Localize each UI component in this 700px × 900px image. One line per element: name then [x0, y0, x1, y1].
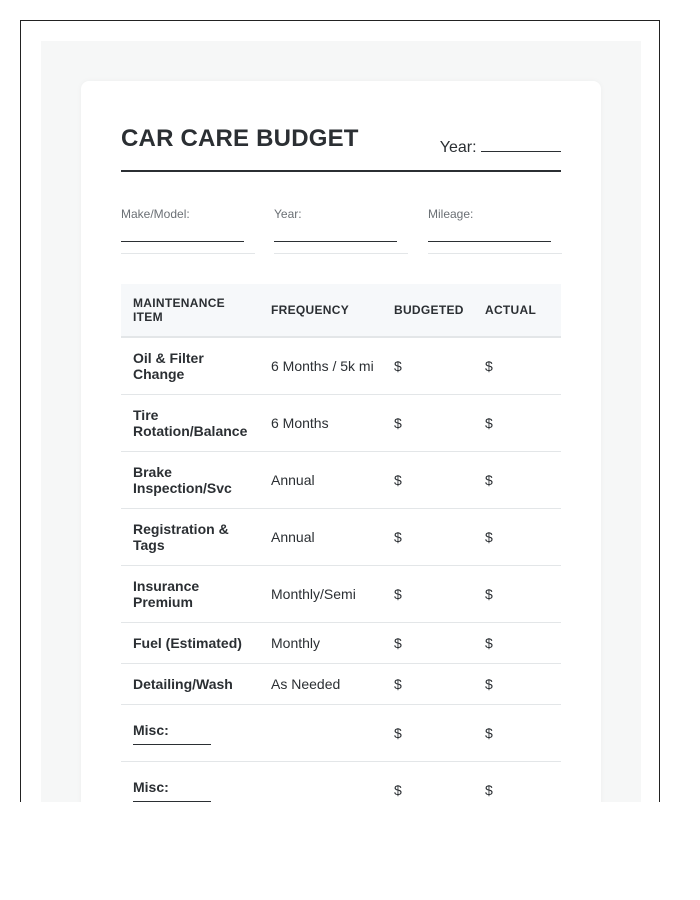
make-model-label: Make/Model:: [121, 207, 190, 221]
header-maintenance-item: MAINTENANCE ITEM: [133, 296, 225, 324]
row-frequency: 6 Months / 5k mi: [271, 358, 374, 374]
row-item: Insurance Premium: [133, 578, 200, 610]
mileage-field[interactable]: [428, 207, 562, 254]
misc-blank-line[interactable]: [133, 744, 211, 745]
table-row: [121, 664, 561, 705]
page-title: CAR CARE BUDGET: [121, 125, 359, 152]
row-budgeted[interactable]: $: [394, 635, 402, 651]
vehicle-year-field[interactable]: [274, 207, 408, 254]
row-item: Fuel (Estimated): [133, 635, 242, 651]
table-row: [121, 338, 561, 395]
row-item: Oil & Filter Change: [133, 350, 204, 382]
year-blank-line[interactable]: [481, 137, 561, 152]
budget-card: [81, 81, 601, 802]
table-row: [121, 566, 561, 623]
row-frequency: Monthly/Semi: [271, 586, 356, 602]
table-row: [121, 623, 561, 664]
row-frequency: Annual: [271, 472, 315, 488]
vehicle-year-label: Year:: [274, 207, 302, 221]
document-header: [121, 125, 561, 172]
row-budgeted[interactable]: $: [394, 358, 402, 374]
row-frequency: As Needed: [271, 676, 341, 692]
row-actual[interactable]: $: [485, 472, 493, 488]
row-budgeted[interactable]: $: [394, 472, 402, 488]
misc-item-cell[interactable]: [133, 705, 257, 761]
row-actual[interactable]: $: [485, 725, 493, 741]
row-frequency: Monthly: [271, 635, 321, 651]
row-frequency: [271, 705, 381, 761]
row-item: Tire Rotation/Balance: [133, 407, 248, 439]
header-actual: ACTUAL: [485, 303, 537, 317]
row-actual[interactable]: $: [485, 676, 493, 692]
row-item: Brake Inspection/Svc: [133, 464, 232, 496]
document-frame: [20, 20, 660, 802]
vehicle-info-row: [121, 207, 561, 255]
row-budgeted[interactable]: $: [394, 415, 402, 431]
row-item: Registration & Tags: [133, 521, 229, 553]
row-actual[interactable]: $: [485, 529, 493, 545]
budget-table: [121, 284, 561, 802]
row-item: Misc:: [133, 721, 169, 738]
table-row: [121, 762, 561, 802]
row-budgeted[interactable]: $: [394, 782, 402, 798]
header-budgeted: BUDGETED: [394, 303, 464, 317]
table-row: [121, 705, 561, 762]
row-frequency: [271, 762, 381, 802]
make-model-blank-line[interactable]: [121, 241, 244, 242]
header-frequency: FREQUENCY: [271, 303, 350, 317]
row-actual[interactable]: $: [485, 586, 493, 602]
row-budgeted[interactable]: $: [394, 529, 402, 545]
row-item: Misc:: [133, 778, 169, 795]
make-model-field[interactable]: [121, 207, 255, 254]
row-budgeted[interactable]: $: [394, 586, 402, 602]
table-row: [121, 509, 561, 566]
row-item: Detailing/Wash: [133, 676, 233, 692]
row-actual[interactable]: $: [485, 782, 493, 798]
table-header-row: [121, 284, 561, 338]
misc-blank-line[interactable]: [133, 801, 211, 802]
row-budgeted[interactable]: $: [394, 676, 402, 692]
mileage-label: Mileage:: [428, 207, 474, 221]
page-background: [41, 41, 641, 802]
row-actual[interactable]: $: [485, 415, 493, 431]
year-label: Year:: [439, 139, 477, 156]
row-budgeted[interactable]: $: [394, 725, 402, 741]
table-row: [121, 452, 561, 509]
row-frequency: 6 Months: [271, 415, 329, 431]
table-row: [121, 395, 561, 452]
misc-item-cell[interactable]: [133, 762, 257, 802]
vehicle-year-blank-line[interactable]: [274, 241, 397, 242]
mileage-blank-line[interactable]: [428, 241, 551, 242]
year-field[interactable]: [440, 137, 561, 157]
row-actual[interactable]: $: [485, 635, 493, 651]
row-actual[interactable]: $: [485, 358, 493, 374]
row-frequency: Annual: [271, 529, 315, 545]
